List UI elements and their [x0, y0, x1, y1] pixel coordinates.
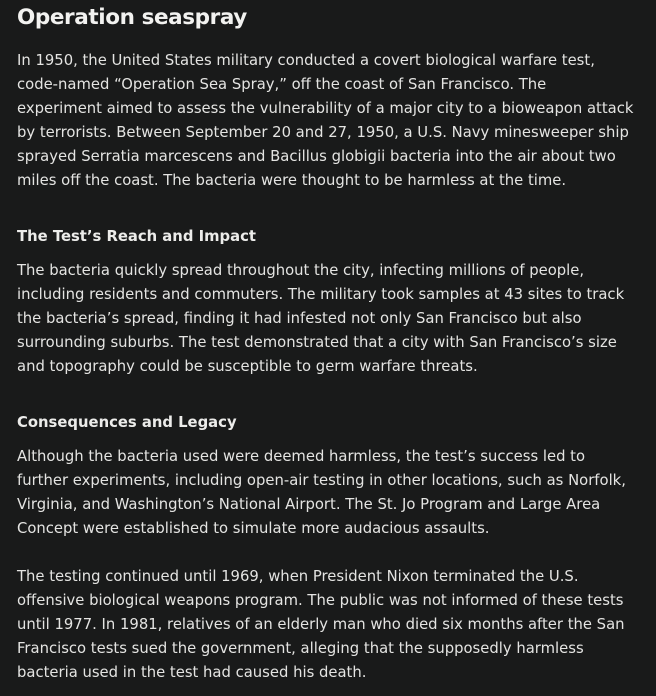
text-line: Virginia, and Washington’s National Airport. The St. Jo Program and Large Area [17, 496, 601, 513]
text-line: until 1977. In 1981, relatives of an elderly man who died six months after the San [17, 616, 625, 633]
text-line: the bacteria’s spread, finding it had infested not only San Francisco but also [17, 310, 582, 327]
text-line: bacteria used in the test had caused his death. [17, 664, 367, 681]
section-heading-test-reach: The Test’s Reach and Impact [17, 228, 256, 245]
text-line: by terrorists. Between September 20 and 27, 1950, a U.S. Navy minesweeper ship [17, 124, 629, 141]
text-line: including residents and commuters. The military took samples at 43 sites to track [17, 286, 625, 303]
text-line: miles off the coast. The bacteria were thought to be harmless at the time. [17, 172, 567, 189]
text-line: Although the bacteria used were deemed harmless, the test’s success led to [17, 448, 586, 465]
text-line: sprayed Serratia marcescens and Bacillus globigii bacteria into the air about two [17, 148, 616, 165]
text-line: The testing continued until 1969, when President Nixon terminated the U.S. [17, 568, 579, 585]
text-line: Concept were established to simulate more audacious assaults. [17, 520, 490, 537]
text-line: Francisco tests sued the government, alleging that the supposedly harmless [17, 640, 584, 657]
text-line: code-named “Operation Sea Spray,” off the coast of San Francisco. The [17, 76, 547, 93]
page-title: Operation seaspray [17, 5, 247, 30]
text-line: offensive biological weapons program. The public was not informed of these tests [17, 592, 624, 609]
text-line: In 1950, the United States military conducted a covert biological warfare test, [17, 52, 595, 69]
intro-paragraph [17, 49, 642, 193]
section-heading-consequences: Consequences and Legacy [17, 414, 237, 431]
section-paragraph [17, 565, 642, 685]
text-line: and topography could be susceptible to germ warfare threats. [17, 358, 478, 375]
text-line: The bacteria quickly spread throughout the city, infecting millions of people, [17, 262, 585, 279]
text-line: further experiments, including open-air testing in other locations, such as Norfolk, [17, 472, 626, 489]
section-paragraph [17, 259, 642, 379]
text-line: surrounding suburbs. The test demonstrated that a city with San Francisco’s size [17, 334, 617, 351]
text-line: experiment aimed to assess the vulnerability of a major city to a bioweapon attack [17, 100, 634, 117]
section-paragraph [17, 445, 642, 541]
